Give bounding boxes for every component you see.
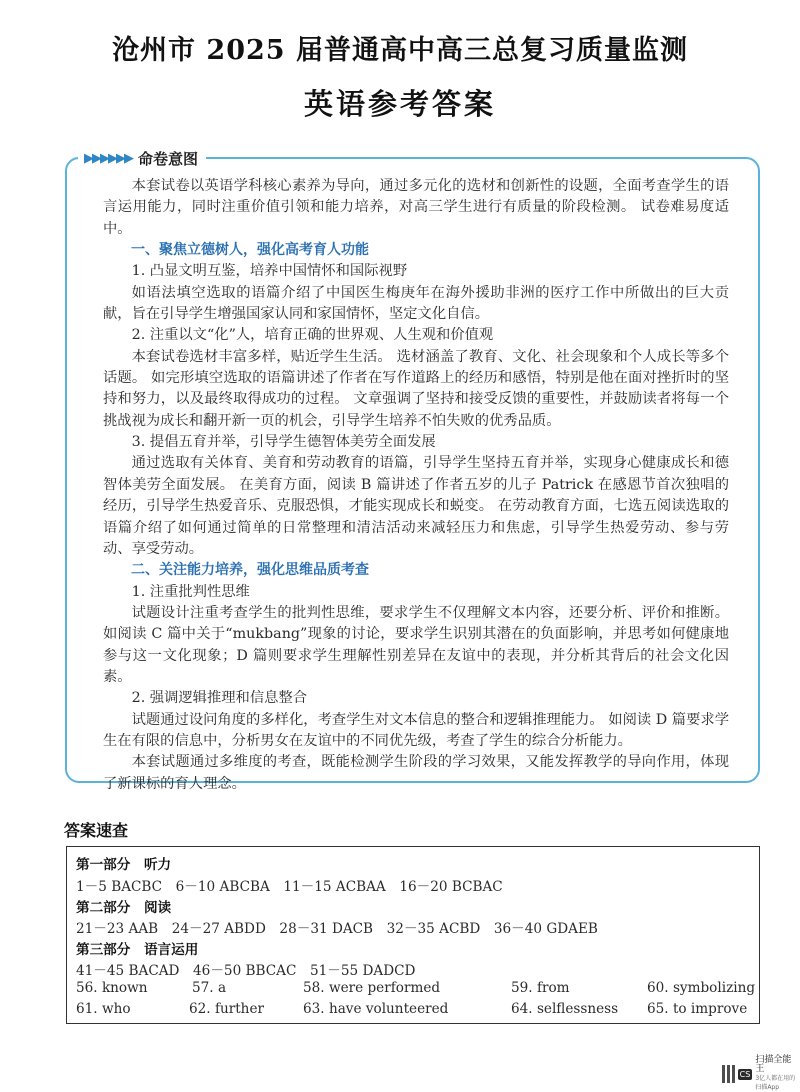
qr-code-icon xyxy=(722,1065,735,1083)
part2-answers: 21－23 AAB 24－27 ABDD 28－31 DACB 32－35 ACBD 36－40 GDAEB xyxy=(76,921,598,937)
paragraph: 本套试卷选材丰富多样，贴近学生生活。 选材涵盖了教育、文化、社会现象和个人成长等多个话题。 如完形填空选取的语篇讲述了作者在写作道路上的经历和感悟，特别是他在面对挫折时的坚持和努力，以及最终取得成功的过程。 文章强调了坚持和接受反馈的重要性，并鼓励读者将每一个挑战视为成长和翻开新一页的机会，引导学生培养不怕失败的优秀品质。 xyxy=(103,348,729,429)
scanner-watermark xyxy=(722,1056,800,1092)
vocab-answer: 64. selflessness xyxy=(511,1001,619,1017)
subheading: 2. 强调逻辑推理和信息整合 xyxy=(131,690,308,707)
vocab-answer: 61. who xyxy=(76,1001,131,1017)
scanner-tagline: 3亿人都在用的扫描App xyxy=(755,1075,796,1091)
paragraph: 本套试题通过多维度的考查，既能检测学生阶段的学习效果，又能发挥教学的导向作用，体现了新课标的育人理念。 xyxy=(103,754,729,792)
paragraph: 通过选取有关体育、美育和劳动教育的语篇，引导学生坚持五育并举，实现身心健康成长和德智体美劳全面发展。 在美育方面，阅读 B 篇讲述了作者五岁的儿子 Patrick 在感恩节首次独唱的经历，引导学生热爱音乐、克服恐惧，才能实现成长和蜕变。 在劳动教育方面，七选五阅读选取的语篇介绍了如何通过简单的日常整理和清洁活动来减轻压力和焦虑，引导学生热爱劳动、参与劳动、享受劳动。 xyxy=(103,455,729,557)
intent-header xyxy=(78,147,206,169)
subheading: 3. 提倡五育并举，引导学生德智体美劳全面发展 xyxy=(131,434,436,451)
vocab-answer: 59. from xyxy=(511,980,570,996)
document-subtitle: 英语参考答案 xyxy=(303,87,496,121)
paragraph: 如语法填空选取的语篇介绍了中国医生梅庚年在海外援助非洲的医疗工作中所做出的巨大贡献，旨在引导学生增强国家认同和家国情怀，坚定文化自信。 xyxy=(103,284,729,323)
vocab-answer: 60. symbolizing xyxy=(647,980,756,996)
paragraph: 试题通过设问角度的多样化，考查学生对文本信息的整合和逻辑推理能力。 如阅读 D 篇要求学生在有限的信息中，分析男女在友谊中的不同优先级，考查了学生的综合分析能力。 xyxy=(103,711,729,749)
part1-label: 第一部分 听力 xyxy=(76,857,172,873)
arrows-icon: ▶▶▶▶▶▶ xyxy=(84,150,132,166)
vocab-answer: 58. were performed xyxy=(303,980,441,996)
intent-title: 命卷意图 xyxy=(138,149,199,168)
scanner-app-name: 扫描全能王 xyxy=(755,1055,792,1074)
vocab-answer: 57. a xyxy=(192,980,227,996)
part3-answers: 41－45 BACAD 46－50 BBCAC 51－55 DADCD xyxy=(76,963,416,979)
part2-label: 第二部分 阅读 xyxy=(76,900,172,916)
vocab-answer: 65. to improve xyxy=(647,1001,748,1017)
section-heading: 二、关注能力培养，强化思维品质考查 xyxy=(131,562,369,579)
answers-title: 答案速查 xyxy=(64,821,129,840)
subheading: 2. 注重以文“化”人，培育正确的世界观、人生观和价值观 xyxy=(131,327,494,344)
subheading: 1. 凸显文明互鉴，培养中国情怀和国际视野 xyxy=(131,263,408,280)
intent-content xyxy=(103,176,729,795)
part1-answers: 1－5 BACBC 6－10 ABCBA 11－15 ACBAA 16－20 BCBAC xyxy=(76,879,503,895)
part3-label: 第三部分 语言运用 xyxy=(76,942,199,958)
vocab-answer: 56. known xyxy=(76,980,148,996)
subheading: 1. 注重批判性思维 xyxy=(131,583,250,600)
paragraph: 试题设计注重考查学生的批判性思维，要求学生不仅理解文本内容，还要分析、评价和推断。 如阅读 C 篇中关于“mukbang”现象的讨论，要求学生识别其潜在的负面影响，并思考如何健康地参与这一文化现象；D 篇则要求学生理解性别差异在友谊中的表现，并分析其背后的社会文化因素。 xyxy=(103,604,729,685)
document-title: 沧州市 2025 届普通高中高三总复习质量监测 xyxy=(112,35,688,66)
vocab-answer: 63. have volunteered xyxy=(303,1001,449,1017)
paragraph: 本套试卷以英语学科核心素养为导向，通过多元化的选材和创新性的设题，全面考查学生的语言运用能力，同时注重价值引领和能力培养，对高三学生进行有质量的阶段检测。 试卷难易度适中。 xyxy=(103,178,729,237)
scanner-logo-icon: CS xyxy=(739,1069,751,1079)
vocab-answer: 62. further xyxy=(189,1001,264,1017)
section-heading: 一、聚焦立德树人，强化高考育人功能 xyxy=(131,242,369,259)
